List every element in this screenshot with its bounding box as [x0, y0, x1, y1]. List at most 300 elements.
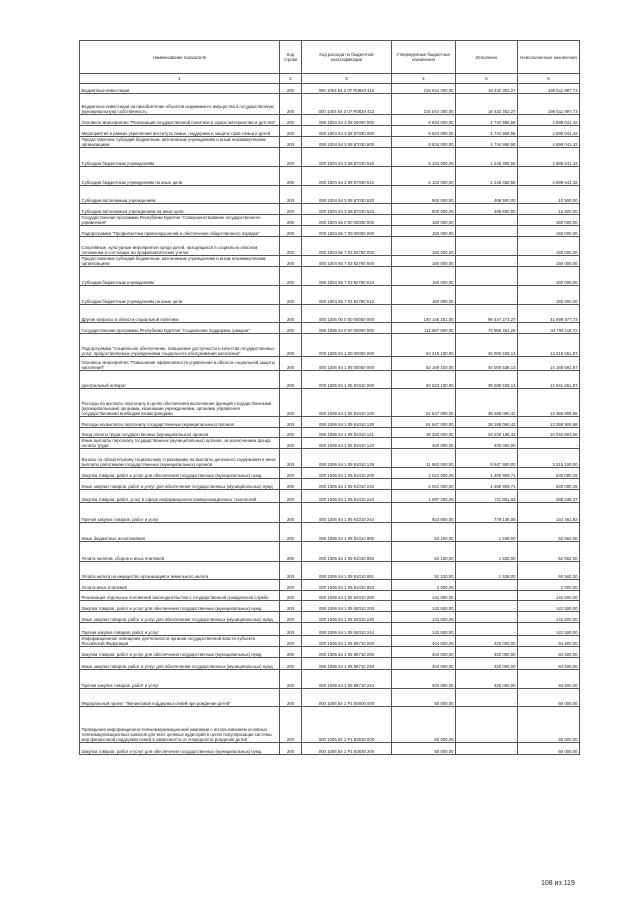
row-code: 200	[280, 389, 302, 417]
row-unexecuted: 13 358 909,58	[518, 417, 580, 428]
table-row	[80, 126, 580, 137]
row-kbk: 000 1006 54 1 05 91010 240	[302, 479, 392, 490]
table-row	[80, 323, 580, 334]
row-code: 200	[280, 580, 302, 591]
row-code: 200	[280, 707, 302, 743]
row-code: 200	[280, 623, 302, 636]
row-executed: 1 538,00	[456, 542, 518, 562]
row-code: 200	[280, 612, 302, 623]
table-row	[80, 479, 580, 490]
row-name: Субсидии бюджетным учреждениям	[80, 267, 280, 286]
row-name: Закупка товаров, работ и услуг для обеспечения государственных (муниципальных) нужд	[80, 743, 280, 755]
row-code: 200	[280, 84, 302, 94]
row-unexecuted: 150 000,00	[518, 286, 580, 305]
row-executed: 38 188 090,42	[456, 389, 518, 417]
row-approved: 51 547 000,00	[392, 389, 456, 417]
table-row	[80, 357, 580, 371]
table-row	[80, 601, 580, 612]
row-approved: 6 634 000,00	[392, 115, 456, 126]
row-executed: 18 432 302,27	[456, 94, 518, 115]
row-approved: 50 000,00	[392, 707, 456, 743]
header-kbk: Код расхода по бюджетной классификации	[302, 41, 392, 74]
column-number: 4	[392, 74, 456, 84]
row-kbk: 000 1004 65 0 00 00000 000	[302, 215, 392, 226]
row-executed: 1 734 958,58	[456, 115, 518, 126]
row-executed: 29 240 196,42	[456, 428, 518, 438]
row-approved: 150 000,00	[392, 215, 456, 226]
row-unexecuted: 150 000,00	[518, 267, 580, 286]
row-unexecuted: 142 500,00	[518, 612, 580, 623]
row-code: 200	[280, 468, 302, 479]
row-code: 200	[280, 636, 302, 647]
row-unexecuted: 385 538,37	[518, 490, 580, 503]
table-row	[80, 647, 580, 658]
row-approved: 111 667 600,00	[392, 323, 456, 334]
row-unexecuted: 4 899 041,42	[518, 115, 580, 126]
row-code: 200	[280, 449, 302, 468]
table-row	[80, 612, 580, 623]
row-name: Уплата иных платежей	[80, 580, 280, 591]
table-header-row	[80, 41, 580, 74]
row-executed: 1 245 458,58	[456, 167, 518, 186]
row-approved: 404 500,00	[392, 658, 456, 670]
row-approved: 140 145 251,00	[392, 305, 456, 323]
row-unexecuted: 4 888 541,42	[518, 167, 580, 186]
row-code: 200	[280, 490, 302, 503]
row-kbk: 000 1004 65 7 03 82760 612	[302, 286, 392, 305]
row-kbk: 000 1006 54 1 05 88710 244	[302, 670, 392, 689]
row-executed: 8 547 900,00	[456, 449, 518, 468]
row-code: 200	[280, 591, 302, 601]
row-kbk: 000 1006 54 0 00 00000 000	[302, 323, 392, 334]
table-row	[80, 267, 580, 286]
row-unexecuted: 84 500,00	[518, 647, 580, 658]
row-name: Основное мероприятие "Повышение эффективности управления в области социальной защиты населения"	[80, 357, 280, 371]
row-kbk: 000 1006 54 1 05 88710 240	[302, 658, 392, 670]
table-row	[80, 689, 580, 707]
row-name: Бюджетные инвестиции на приобретение объектов недвижимого имущества в государственную (муниципальную) собственность	[80, 94, 280, 115]
row-executed: 1 538,00	[456, 523, 518, 542]
row-code: 200	[280, 417, 302, 428]
row-unexecuted: 84 500,00	[518, 670, 580, 689]
row-unexecuted: 530 090,29	[518, 479, 580, 490]
row-approved: 215 044 200,00	[392, 94, 456, 115]
row-name: Субсидии бюджетным учреждениям на иные цели	[80, 167, 280, 186]
header-name: Наименование показателя	[80, 41, 280, 74]
row-code: 200	[280, 215, 302, 226]
row-code: 200	[280, 115, 302, 126]
row-code: 200	[280, 562, 302, 580]
row-unexecuted: 14 218 561,87	[518, 334, 580, 357]
row-kbk: 000 1006 54 1 05 91010 850	[302, 542, 392, 562]
row-approved: 142 500,00	[392, 612, 456, 623]
row-name: Бюджетные инвестиции	[80, 84, 280, 94]
row-kbk: 000 1004 54 3 08 00000 000	[302, 115, 392, 126]
row-name: Подпрограмма "Социальное обеспечение, повышение доступности и качества государственных услуг, предоставляемых учреждениями социального обслуживания населения"	[80, 334, 280, 357]
row-executed: -	[456, 612, 518, 623]
row-executed: 489 500,00	[456, 186, 518, 204]
row-unexecuted: 150 000,00	[518, 256, 580, 267]
row-kbk: 000 1006 54 1 P1 83630 200	[302, 743, 392, 755]
table-row	[80, 371, 580, 389]
row-code: 200	[280, 371, 302, 389]
row-executed: -	[456, 215, 518, 226]
row-unexecuted: 50 000,00	[518, 743, 580, 755]
row-unexecuted: 3 315 100,00	[518, 449, 580, 468]
row-name: Субсидии автономным учреждениям на иные цели	[80, 204, 280, 215]
table-row	[80, 636, 580, 647]
table-row	[80, 658, 580, 670]
table-row	[80, 490, 580, 503]
row-executed: -	[456, 707, 518, 743]
row-unexecuted: 142 500,00	[518, 601, 580, 612]
table-row	[80, 167, 580, 186]
table-row	[80, 670, 580, 689]
row-approved: 500 000,00	[392, 186, 456, 204]
row-executed: -	[456, 267, 518, 286]
row-name: Прочая закупка товаров, работ и услуг	[80, 670, 280, 689]
row-name: Субсидии автономным учреждениям	[80, 186, 280, 204]
row-approved: 215 044 200,00	[392, 84, 456, 94]
row-executed: -	[456, 237, 518, 256]
row-code: 200	[280, 94, 302, 115]
row-approved: 923 600,00	[392, 503, 456, 523]
header-code: Код строки	[280, 41, 302, 74]
row-executed: 1 490 909,71	[456, 468, 518, 479]
row-kbk: 000 1004 65 7 00 00000 000	[302, 226, 392, 237]
row-code: 200	[280, 357, 302, 371]
row-executed: -	[456, 580, 518, 591]
row-name: Взносы по обязательному социальному страхованию на выплаты денежного содержания и иные выплаты работникам государственных (муниципальных) органов	[80, 449, 280, 468]
row-executed: 489 500,00	[456, 204, 518, 215]
table-row	[80, 623, 580, 636]
row-approved: 150 000,00	[392, 226, 456, 237]
row-code: 200	[280, 743, 302, 755]
row-unexecuted: 4 888 541,42	[518, 148, 580, 167]
row-approved: 404 500,00	[392, 670, 456, 689]
row-approved: 54 100,00	[392, 523, 456, 542]
row-unexecuted: 52 562,00	[518, 523, 580, 542]
row-name: Субсидии бюджетным учреждениям	[80, 148, 280, 167]
row-executed: 711 861,63	[456, 490, 518, 503]
row-approved: 51 547 000,00	[392, 417, 456, 428]
row-approved: 150 000,00	[392, 267, 456, 286]
row-executed: -	[456, 256, 518, 267]
column-number: 5	[456, 74, 518, 84]
header-executed: Исполнено	[456, 41, 518, 74]
row-kbk: 000 1004 54 3 07 R0820 410	[302, 84, 392, 94]
row-code: 200	[280, 689, 302, 707]
row-executed: -	[456, 591, 518, 601]
row-unexecuted: 150 000,00	[518, 237, 580, 256]
row-name: Информационное освещение деятельности органов государственной власти субъекта Российской Федерации	[80, 636, 280, 647]
table-row	[80, 226, 580, 237]
row-unexecuted: 196 611 897,73	[518, 94, 580, 115]
row-executed: 1 734 958,58	[456, 126, 518, 137]
row-code: 200	[280, 267, 302, 286]
row-executed: 40 000 538,13	[456, 334, 518, 357]
table-row	[80, 417, 580, 428]
row-name: Расходы на выплаты персоналу в целях обеспечения выполнения функций государственными (муниципальными) органами, казенными учреждениями, органами управления государственными внебюджетными фондами	[80, 389, 280, 417]
row-kbk: 000 1004 54 3 08 87030 622	[302, 204, 392, 215]
table-row	[80, 562, 580, 580]
row-name: Закупка товаров, работ и услуг для обеспечения государственных (муниципальных) нужд	[80, 647, 280, 658]
row-name: Уплата налога на имущество организаций и земельного налога	[80, 562, 280, 580]
row-name: Фонд оплаты труда государственных (муниципальных) органов	[80, 428, 280, 438]
row-unexecuted: 14 168 561,87	[518, 357, 580, 371]
row-approved: 6 634 000,00	[392, 126, 456, 137]
row-name: Другие вопросы в области социальной политики	[80, 305, 280, 323]
row-code: 200	[280, 126, 302, 137]
row-executed: 1 245 458,58	[456, 148, 518, 167]
row-unexecuted: 142 500,00	[518, 591, 580, 601]
row-unexecuted: 4 899 041,42	[518, 126, 580, 137]
row-code: 200	[280, 204, 302, 215]
column-number: 3	[302, 74, 392, 84]
row-approved: 54 169 100,00	[392, 357, 456, 371]
row-code: 200	[280, 137, 302, 148]
header-approved: Утвержденные бюджетные назначения	[392, 41, 456, 74]
row-name: Реализация отдельных положений законодательства о государственной гражданской службе	[80, 591, 280, 601]
row-kbk: 000 1006 54 1 05 91010 242	[302, 490, 392, 503]
row-kbk: 000 1004 54 3 08 87030 620	[302, 186, 392, 204]
row-name: Государственная программа Республики Бурятия "Социальная поддержка граждан"	[80, 323, 280, 334]
row-name: Закупка товаров, работ, услуг в сфере информационно-коммуникационных технологий	[80, 490, 280, 503]
row-approved: 1 097 400,00	[392, 490, 456, 503]
row-unexecuted: 84 500,00	[518, 658, 580, 670]
row-executed: 320 000,00	[456, 636, 518, 647]
table-row	[80, 186, 580, 204]
row-name: Закупка товаров, работ и услуг для обеспечения государственных (муниципальных) нужд	[80, 468, 280, 479]
row-executed: 400 000,00	[456, 438, 518, 449]
row-code: 200	[280, 286, 302, 305]
row-unexecuted: 150 000,00	[518, 226, 580, 237]
row-executed: 18 432 302,27	[456, 84, 518, 94]
row-code: 200	[280, 647, 302, 658]
row-executed: 320 000,00	[456, 670, 518, 689]
row-unexecuted: 144 461,92	[518, 503, 580, 523]
row-code: 200	[280, 148, 302, 167]
row-name: Прочая закупка товаров, работ и услуг	[80, 623, 280, 636]
row-unexecuted: 50 562,00	[518, 562, 580, 580]
row-name: Предоставление субсидий бюджетным, автономным учреждениям и иным некоммерческим организациям	[80, 137, 280, 148]
table-row	[80, 468, 580, 479]
row-unexecuted: 84 500,00	[518, 636, 580, 647]
row-kbk: 000 1006 54 1 05 92010 000	[302, 591, 392, 601]
row-kbk: 000 1006 54 1 05 91010 200	[302, 468, 392, 479]
row-kbk: 000 1006 54 1 05 91010 851	[302, 562, 392, 580]
row-executed: -	[456, 601, 518, 612]
row-unexecuted: 10 500,00	[518, 186, 580, 204]
row-approved: 39 283 000,00	[392, 428, 456, 438]
table-row	[80, 148, 580, 167]
row-kbk: 000 1004 54 3 07 R0820 412	[302, 94, 392, 115]
row-unexecuted: 13 358 909,58	[518, 389, 580, 417]
table-row	[80, 438, 580, 449]
row-kbk: 000 1006 54 1 05 91010 120	[302, 417, 392, 428]
column-number: 1	[80, 74, 280, 84]
row-executed: -	[456, 743, 518, 755]
row-executed: 98 447 273,27	[456, 305, 518, 323]
row-code: 200	[280, 438, 302, 449]
table-row	[80, 449, 580, 468]
row-name: Расходы на выплаты персоналу государственных (муниципальных) органов	[80, 417, 280, 428]
row-kbk: 000 1006 54 1 05 91010 244	[302, 503, 392, 523]
row-unexecuted: 10 042 803,58	[518, 428, 580, 438]
column-number: 2	[280, 74, 302, 84]
table-row	[80, 503, 580, 523]
row-kbk: 000 1006 54 1 05 00000 000	[302, 357, 392, 371]
row-unexecuted: 50 000,00	[518, 689, 580, 707]
row-kbk: 000 1004 65 7 03 82760 600	[302, 256, 392, 267]
row-name: Проведение информационно-телекоммуникационной кампании с использованием основных телекоммуникационных каналов для всех целевых аудиторий в целях популяризации системы мер финансовой поддержки семей в зависимости от очередности рождения детей	[80, 707, 280, 743]
row-name: Иные закупки товаров, работ и услуг для обеспечения государственных (муниципальных) нужд	[80, 612, 280, 623]
row-code: 200	[280, 503, 302, 523]
row-code: 200	[280, 334, 302, 357]
row-approved: 2 021 000,00	[392, 479, 456, 490]
page-number: 108 из 119	[541, 880, 575, 887]
row-approved: 54 100,00	[392, 542, 456, 562]
row-name: Иные выплаты персоналу государственных (муниципальных) органов, за исключением фонда оплаты труда	[80, 438, 280, 449]
row-executed: -	[456, 623, 518, 636]
budget-execution-table	[79, 40, 580, 755]
row-executed: 320 000,00	[456, 647, 518, 658]
row-approved: 150 000,00	[392, 256, 456, 267]
row-executed: -	[456, 286, 518, 305]
row-approved: 142 500,00	[392, 623, 456, 636]
row-approved: 2 021 000,00	[392, 468, 456, 479]
row-code: 200	[280, 226, 302, 237]
row-approved: 53 622 100,00	[392, 371, 456, 389]
table-row	[80, 237, 580, 256]
row-unexecuted: 50 000,00	[518, 707, 580, 743]
row-executed: 76 959 461,28	[456, 323, 518, 334]
row-approved: 142 500,00	[392, 601, 456, 612]
row-name: Федеральный проект "Финансовая поддержка семей при рождении детей"	[80, 689, 280, 707]
row-kbk: 000 1004 54 3 08 87030 610	[302, 148, 392, 167]
row-kbk: 000 1006 54 1 P1 00000 000	[302, 689, 392, 707]
row-approved: 6 634 000,00	[392, 137, 456, 148]
row-approved: 52 100,00	[392, 562, 456, 580]
row-kbk: 000 1006 54 1 P1 83630 000	[302, 707, 392, 743]
column-number-row	[80, 74, 580, 84]
table-row	[80, 115, 580, 126]
row-code: 200	[280, 542, 302, 562]
row-unexecuted: 530 090,29	[518, 468, 580, 479]
row-name: Закупка товаров, работ и услуг для обеспечения государственных (муниципальных) нужд	[80, 601, 280, 612]
row-executed: -	[456, 226, 518, 237]
row-name: Мероприятия в рамках укрепления института семьи, поддержки и защиты прав семьи и детей	[80, 126, 280, 137]
row-code: 200	[280, 428, 302, 438]
row-executed: 1 538,00	[456, 562, 518, 580]
row-executed: 39 680 538,13	[456, 371, 518, 389]
row-code: 200	[280, 523, 302, 542]
row-kbk: 000 1006 54 1 05 91010 800	[302, 523, 392, 542]
row-kbk: 000 1004 54 3 08 87030 600	[302, 137, 392, 148]
table-row	[80, 204, 580, 215]
row-kbk: 000 1006 54 1 05 91010 121	[302, 428, 392, 438]
table-row	[80, 707, 580, 743]
row-approved: 2 000,00	[392, 580, 456, 591]
row-executed: 1 734 958,58	[456, 137, 518, 148]
row-code: 200	[280, 601, 302, 612]
row-unexecuted: 34 708 118,72	[518, 323, 580, 334]
row-approved: 6 134 000,00	[392, 148, 456, 167]
row-unexecuted: -	[518, 438, 580, 449]
row-code: 200	[280, 658, 302, 670]
row-kbk: 000 1006 00 0 00 00000 000	[302, 305, 392, 323]
table-row	[80, 542, 580, 562]
row-approved: 142 500,00	[392, 591, 456, 601]
row-name: Спортивные, культурные мероприятия среди детей, находящихся в социально опасном положении и состоящих на профилактических учетах	[80, 237, 280, 256]
row-unexecuted: 142 500,00	[518, 623, 580, 636]
table-row	[80, 591, 580, 601]
row-kbk: 000 1006 54 1 05 91010 129	[302, 449, 392, 468]
row-name: Центральный аппарат	[80, 371, 280, 389]
row-kbk: 000 1004 65 7 03 82760 610	[302, 267, 392, 286]
row-kbk: 000 1004 54 3 08 87030 612	[302, 167, 392, 186]
row-approved: 6 134 000,00	[392, 167, 456, 186]
table-row	[80, 580, 580, 591]
row-kbk: 000 1006 54 1 05 88710 200	[302, 647, 392, 658]
row-name: Прочая закупка товаров, работ и услуг	[80, 503, 280, 523]
row-unexecuted: 4 899 041,42	[518, 137, 580, 148]
row-executed: 779 138,08	[456, 503, 518, 523]
row-unexecuted: 52 562,00	[518, 542, 580, 562]
row-approved: 50 000,00	[392, 689, 456, 707]
table-row	[80, 305, 580, 323]
row-approved: 150 000,00	[392, 286, 456, 305]
row-code: 200	[280, 479, 302, 490]
row-unexecuted: 13 941 561,87	[518, 371, 580, 389]
row-approved: 11 863 000,00	[392, 449, 456, 468]
table-row	[80, 286, 580, 305]
row-executed: 320 000,00	[456, 658, 518, 670]
table-row	[80, 743, 580, 755]
row-executed: 38 188 090,42	[456, 417, 518, 428]
row-code: 200	[280, 167, 302, 186]
row-code: 200	[280, 237, 302, 256]
column-number: 6	[518, 74, 580, 84]
row-kbk: 000 1004 54 3 08 87030 000	[302, 126, 392, 137]
row-approved: 404 500,00	[392, 636, 456, 647]
row-approved: 500 000,00	[392, 204, 456, 215]
table-row	[80, 523, 580, 542]
table-row	[80, 137, 580, 148]
row-approved: 54 219 100,00	[392, 334, 456, 357]
row-code: 200	[280, 305, 302, 323]
row-kbk: 000 1006 54 1 05 92010 240	[302, 612, 392, 623]
row-name: Основное мероприятие "Реализация государственной политики в сфере материнства и детства"	[80, 115, 280, 126]
row-code: 200	[280, 670, 302, 689]
row-approved: 400 000,00	[392, 438, 456, 449]
table-row	[80, 94, 580, 115]
row-name: Уплата налогов, сборов и иных платежей	[80, 542, 280, 562]
row-kbk: 000 1006 54 1 05 88710 000	[302, 636, 392, 647]
row-kbk: 000 1004 65 7 03 82760 000	[302, 237, 392, 256]
row-approved: 50 000,00	[392, 743, 456, 755]
row-unexecuted: 150 000,00	[518, 215, 580, 226]
row-code: 200	[280, 256, 302, 267]
table-row	[80, 84, 580, 94]
row-kbk: 000 1006 54 1 05 92010 200	[302, 601, 392, 612]
table-row	[80, 428, 580, 438]
row-executed: 40 000 538,13	[456, 357, 518, 371]
row-code: 200	[280, 323, 302, 334]
row-approved: 404 500,00	[392, 647, 456, 658]
row-unexecuted: 196 611 897,73	[518, 84, 580, 94]
row-name: Иные бюджетные ассигнования	[80, 523, 280, 542]
